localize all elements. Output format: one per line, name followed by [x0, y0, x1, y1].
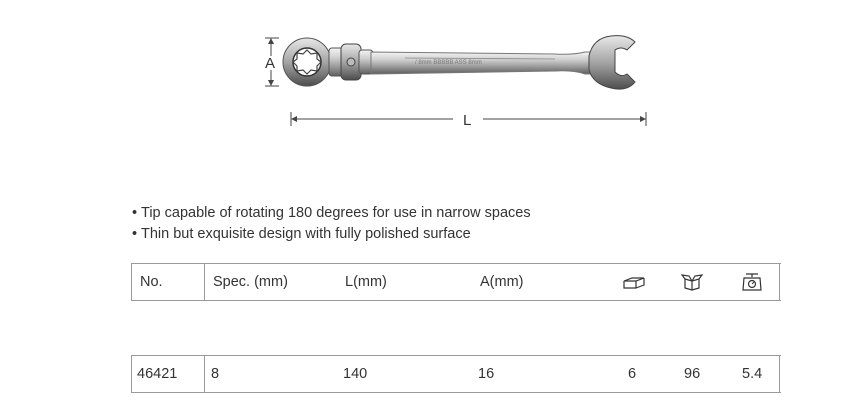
cell-a: 16: [478, 366, 495, 382]
cell-inner-pack: 6: [628, 366, 637, 382]
header-a: A(mm): [480, 274, 524, 290]
header-l: L(mm): [345, 274, 387, 290]
feature-item: • Tip capable of rotating 180 degrees for use in narrow spaces: [132, 203, 531, 224]
bullet-icon: •: [132, 205, 138, 221]
table-row: [131, 355, 781, 393]
header-spec: Spec. (mm): [213, 274, 288, 290]
cell-weight: 5.4: [742, 366, 763, 382]
open-carton-icon: [681, 264, 703, 300]
cell-carton: 96: [684, 366, 701, 382]
feature-item: • Thin but exquisite design with fully polished surface: [132, 224, 531, 245]
wrench-figure: [255, 26, 665, 136]
bullet-icon: •: [132, 226, 138, 242]
dimension-l: [291, 112, 646, 129]
cell-l: 140: [343, 366, 368, 382]
table-header-row: [131, 263, 781, 301]
scale-weight-icon: [742, 264, 762, 300]
header-no: No.: [140, 274, 163, 290]
wrench-illustration: [283, 36, 635, 90]
spec-table: [131, 263, 781, 393]
dimension-a-label: A: [265, 55, 276, 72]
dimension-l-label: L: [463, 112, 472, 129]
feature-list: [132, 203, 531, 245]
svg-text:/ 8mm BBBBB ASS 8mm: / 8mm BBBBB ASS 8mm: [415, 60, 482, 66]
single-box-icon: [622, 264, 646, 300]
dimension-a: [265, 38, 279, 86]
cell-spec: 8: [211, 366, 220, 382]
cell-no: 46421: [137, 366, 178, 382]
